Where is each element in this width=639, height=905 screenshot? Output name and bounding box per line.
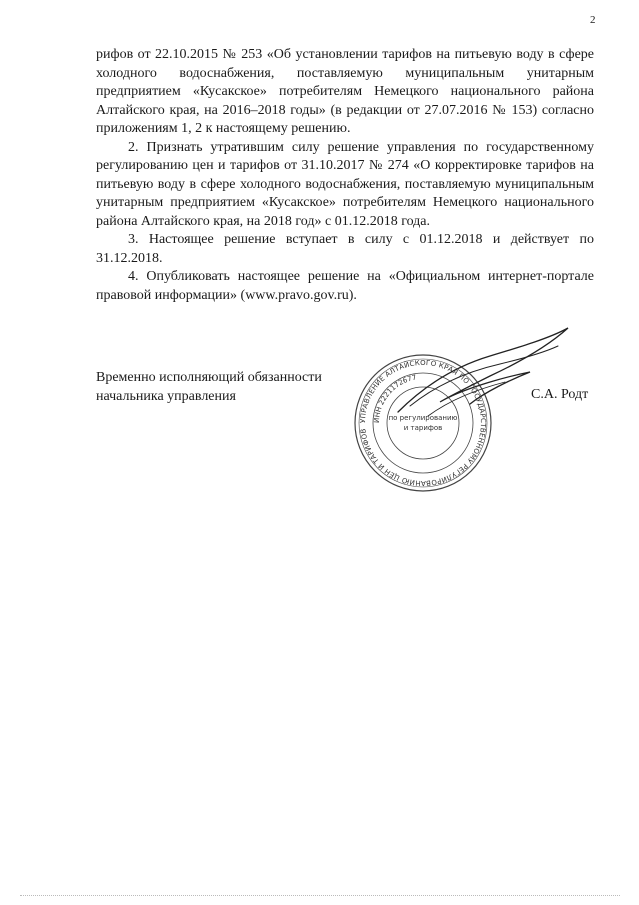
paragraph-2: 2. Признать утратившим силу решение управления по государственному регулированию цен и тарифов от 31.10.2017 № 274 «О корректировке тарифов на питьевую воду в сфере холодного водоснабжения, поставляемую муниципальным унитарным предприятием «Кусакское» потребителям Немецкого национального района Алтайского края, на 2018 год» с 01.12.2018 года. xyxy=(96,139,594,229)
paragraph-4: 4. Опубликовать настоящее решение на «Официальном интернет-портале правовой информации» (www.pravo.gov.ru). xyxy=(96,269,594,303)
handwritten-signature xyxy=(380,320,580,430)
signatory-title xyxy=(96,369,322,406)
stamp-outer-text: УПРАВЛЕНИЕ АЛТАЙСКОГО КРАЯ ПО ГОСУДАРСТВЕННОМУ РЕГУЛИРОВАНИЮ ЦЕН И ТАРИФОВ xyxy=(358,358,488,488)
signatory-title-line-1: Временно исполняющий обязанности xyxy=(96,370,322,385)
stamp-inn-text: ИНН 2221172677 xyxy=(372,373,418,424)
paragraph-1: рифов от 22.10.2015 № 253 «Об установлении тарифов на питьевую воду в сфере холодного водоснабжения, поставляемую муниципальным унитарным предприятием «Кусакское» потребителям Немецкого национального района Алтайского края, на 2016–2018 годы» (в редакции от 27.07.2016 № 153) согласно приложениям 1, 2 к настоящему решению. xyxy=(96,47,594,136)
signatory-name: С.А. Родт xyxy=(531,387,589,402)
document-body xyxy=(96,46,594,305)
footer-divider xyxy=(20,895,620,896)
signatory-title-line-2: начальника управления xyxy=(96,388,236,404)
paragraph-3: 3. Настоящее решение вступает в силу с 01.12.2018 и действует по 31.12.2018. xyxy=(96,232,594,266)
page-number: 2 xyxy=(590,14,596,26)
stamp-center-line-1: по регулированию xyxy=(388,414,458,422)
stamp-center-line-2: и тарифов xyxy=(403,424,443,432)
